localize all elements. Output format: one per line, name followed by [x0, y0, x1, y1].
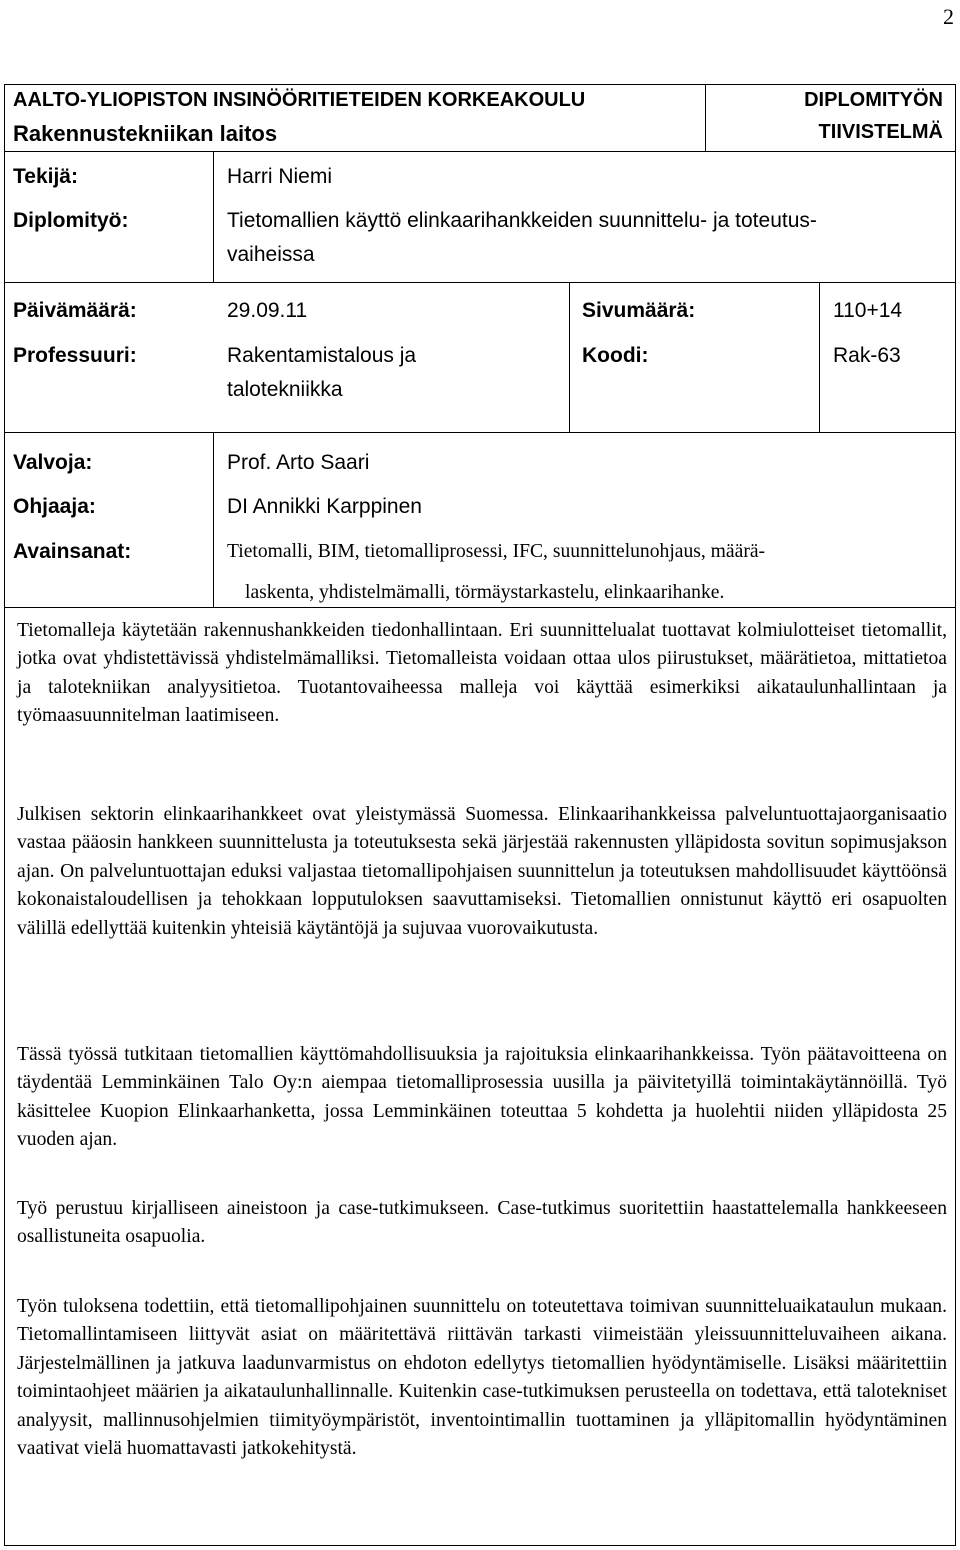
- code-label: Koodi:: [582, 344, 649, 367]
- supervisor-label: Valvoja:: [13, 451, 93, 474]
- date-label: Päivämäärä:: [13, 299, 137, 322]
- thesis-title-line1: Tietomallien käyttö elinkaarihankkeiden suunnittelu- ja toteutus-: [227, 209, 817, 232]
- professorship-value-line1: Rakentamistalous ja: [227, 344, 417, 367]
- thesis-title-line2: vaiheissa: [227, 243, 315, 266]
- keywords-line2: laskenta, yhdistelmämalli, törmäystarkastelu, elinkaarihanke.: [245, 582, 725, 603]
- page-number: 2: [943, 4, 954, 29]
- abstract-paragraph-5: Työn tuloksena todettiin, että tietomallipohjainen suunnittelu on toteutettava toimivan suunnitteluaikataulun mukaan. Tietomallintamiseen liittyvät asiat on määritettävä riittävän tarkasti viimeistään yleissuunnitteluvaiheen aikana. Järjestelmällinen ja jatkuva laadunvarmistus on ehdoton edellytys tietomallien hyödyntämiselle. Lisäksi määritettiin toimintaohjeet määrien ja aikataulunhallinnalle. Kuitenkin case-tutkimuksen perusteella on todettava, että talotekniset analyysit, mallinnusohjelmien tiimityöympäristöt, inventointimallin tuottaminen ja ylläpitomallin hyödyntäminen vaativat vielä huomattavasti jatkokehitystä.: [17, 1296, 947, 1460]
- professorship-value-line2: talotekniikka: [227, 378, 343, 401]
- author-value: Harri Niemi: [227, 165, 332, 188]
- keywords-divider: [5, 607, 955, 608]
- author-label: Tekijä:: [13, 165, 78, 188]
- supervisor-value: Prof. Arto Saari: [227, 451, 370, 474]
- code-column-divider: [819, 282, 820, 432]
- header-divider: [5, 151, 955, 152]
- keywords-line1: Tietomalli, BIM, tietomalliprosessi, IFC, suunnittelunohjaus, määrä-: [227, 541, 766, 562]
- abstract-paragraph-4: Työ perustuu kirjalliseen aineistoon ja case-tutkimukseen. Case-tutkimus suoritettiin haastattelemalla hankkeeseen osallistuneita osapuolia.: [17, 1198, 947, 1248]
- professorship-label: Professuuri:: [13, 344, 137, 367]
- label-column-divider: [213, 151, 214, 282]
- label-column-divider-lower: [213, 432, 214, 607]
- pages-value: 110+14: [833, 299, 903, 322]
- header-column-divider: [705, 85, 706, 151]
- department-name: Rakennustekniikan laitos: [13, 121, 278, 146]
- code-value: Rak-63: [833, 344, 901, 367]
- date-value: 29.09.11: [227, 299, 308, 322]
- pages-column-divider: [569, 282, 570, 432]
- doc-type-line1: DIPLOMITYÖN: [804, 89, 943, 111]
- keywords-label: Avainsanat:: [13, 540, 132, 563]
- professorship-divider: [5, 432, 955, 433]
- abstract-paragraph-1: Tietomalleja käytetään rakennushankkeiden tiedonhallintaan. Eri suunnittelualat tuottavat kolmiulotteiset tietomallit, jotka ovat yhdistettävissä yhdistelmämalliksi. Tietomalleista voidaan ottaa ulos piirustukset, määrätietoa, mittatietoa ja talotekniikan analyysitietoa. Tuotantovaiheessa malleja voi käyttää esimerkiksi aikataulunhallintaan ja työmaasuunnitelman laatimiseen.: [17, 620, 947, 727]
- thesis-label: Diplomityö:: [13, 209, 129, 232]
- instructor-label: Ohjaaja:: [13, 495, 96, 518]
- doc-type-line2: TIIVISTELMÄ: [818, 121, 943, 143]
- abstract-form: [4, 84, 956, 1546]
- abstract-paragraph-3: Tässä työssä tutkitaan tietomallien käyttömahdollisuuksia ja rajoituksia elinkaarihankkeissa. Työn päätavoitteena on täydentää Lemminkäinen Talo Oy:n aiempaa tietomalliprosessia uusilla ja päivitetyillä toimintakäytännöillä. Työ käsittelee Kuopion Elinkaarhanketta, jossa Lemminkäinen toteuttaa 5 kohdetta ja huolehtii niiden ylläpidosta 25 vuoden ajan.: [17, 1044, 947, 1151]
- abstract-paragraph-2: Julkisen sektorin elinkaarihankkeet ovat yleistymässä Suomessa. Elinkaarihankkeissa palveluntuottajaorganisaatio vastaa pääosin hankkeen suunnittelusta ja toteutuksesta sekä järjestää rakennusten ylläpidosta sovitun sopimusjakson ajan. On palveluntuottajan eduksi valjastaa tietomallipohjaisen suunnittelun ja toteutuksen mahdollisuudet käyttöönsä kokonaistaloudellisen ja tehokkaan lopputuloksen saavuttamiseksi. Tietomallien onnistunut käyttö eri osapuolten välillä edellyttää kuitenkin yhteisiä käytäntöjä ja sujuvaa vuorovaikutusta.: [17, 804, 947, 939]
- thesis-divider: [5, 282, 955, 283]
- pages-label: Sivumäärä:: [582, 299, 696, 322]
- university-name: AALTO-YLIOPISTON INSINÖÖRITIETEIDEN KORKEAKOULU: [13, 89, 586, 111]
- instructor-value: DI Annikki Karppinen: [227, 495, 422, 518]
